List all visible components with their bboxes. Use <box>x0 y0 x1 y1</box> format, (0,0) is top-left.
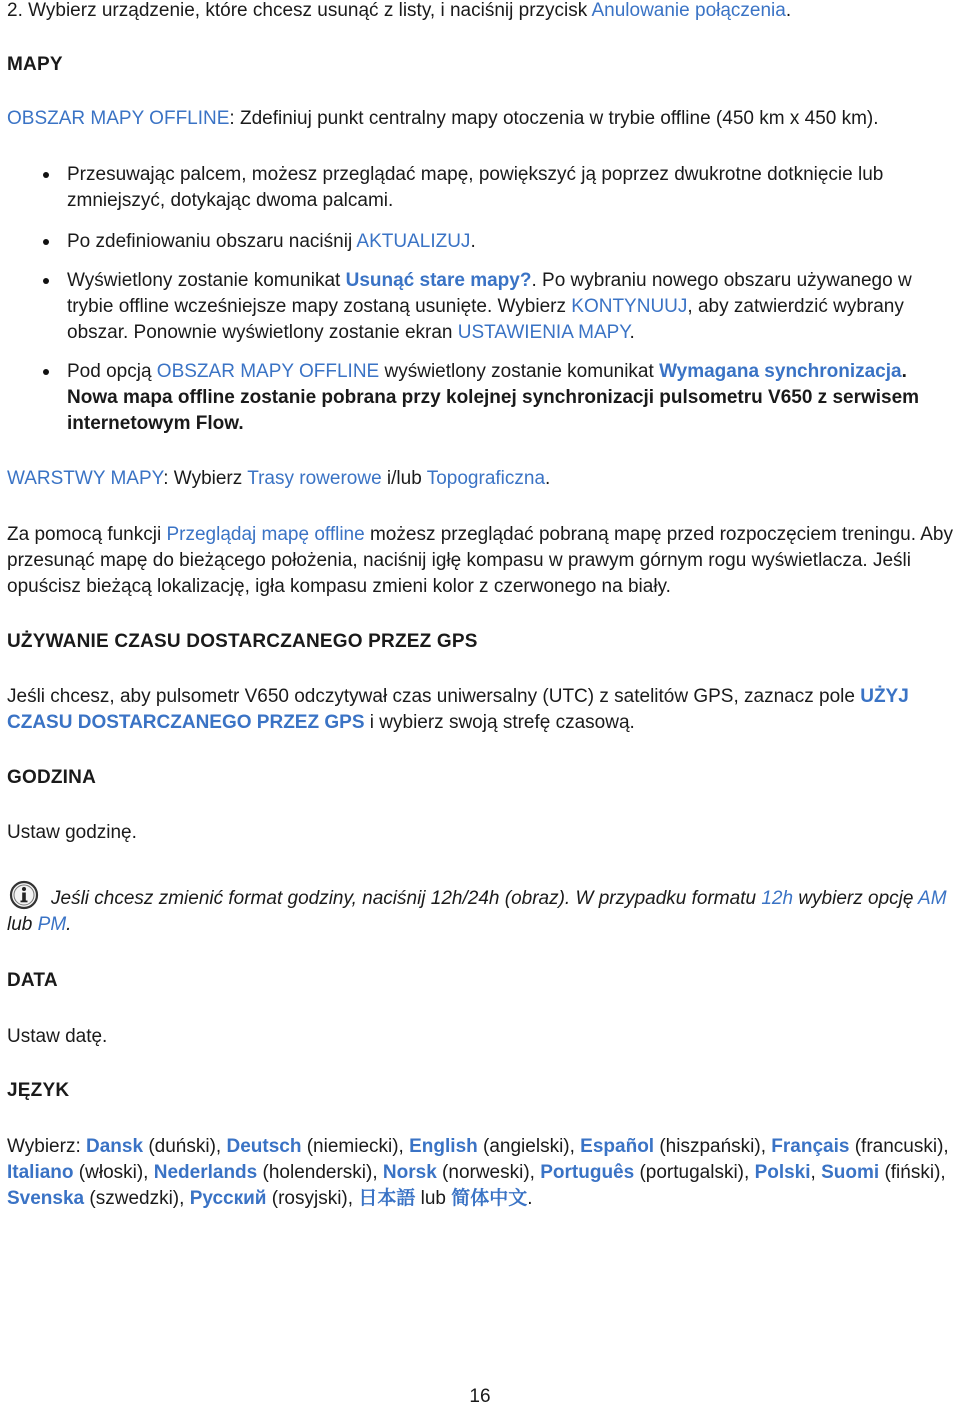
language-option[interactable]: Suomi <box>821 1162 880 1183</box>
page-number: 16 <box>469 1386 491 1407</box>
language-option[interactable]: English <box>409 1136 478 1157</box>
language-option[interactable]: Italiano <box>7 1162 74 1183</box>
map-layers-paragraph: WARSTWY MAPY: Wybierz Trasy rowerowe i/lub Topograficzna. <box>7 468 551 489</box>
language-option[interactable]: Norsk <box>382 1162 437 1183</box>
time-format-note: Jeśli chcesz zmienić format godziny, naciśnij 12h/24h (obraz). W przypadku formatu 12h wybierz opcję AM lub PM. <box>7 880 956 938</box>
language-option[interactable]: Deutsch <box>226 1136 302 1157</box>
date-heading: DATA <box>7 970 58 991</box>
gps-time-paragraph: Jeśli chcesz, aby pulsometr V650 odczytywał czas uniwersalny (UTC) z satelitów GPS, zaznacz pole UŻYJ CZASU DOSTARCZANEGO PRZEZ GPS i wybierz swoją strefę czasową. <box>7 686 909 733</box>
update-option[interactable]: AKTUALIZUJ <box>356 231 471 252</box>
delete-old-maps-message: Usunąć stare mapy? <box>345 270 532 291</box>
list-item: Przesuwając palcem, możesz przeglądać mapę, powiększyć ją poprzez dwukrotne dotknięcie lub zmniejszyć, dotykając dwoma palcami. <box>7 162 956 214</box>
disconnect-link[interactable]: Anulowanie połączenia <box>591 0 786 21</box>
time-heading: GODZINA <box>7 767 97 788</box>
language-option[interactable]: 简体中文 <box>451 1188 528 1209</box>
pm-option[interactable]: PM <box>37 914 67 935</box>
step-2-text: 2. Wybierz urządzenie, które chcesz usunąć z listy, i naciśnij przycisk Anulowanie połączenia. <box>7 0 792 21</box>
bullet-icon <box>43 172 49 178</box>
browse-map-paragraph: Za pomocą funkcji Przeglądaj mapę offline możesz przeglądać pobraną mapę przed rozpoczęciem treningu. Aby przesunąć mapę do bieżącego położenia, naciśnij igłę kompasu w prawym górnym rogu wyświetlacza. Jeśli opuścisz bieżącą lokalizację, igła kompasu zmieni kolor z czerwonego na biały. <box>7 524 953 597</box>
list-item: Pod opcją OBSZAR MAPY OFFLINE wyświetlony zostanie komunikat Wymagana synchronizacja. Nowa mapa offline zostanie pobrana przy kolejnej synchronizacji pulsometru V650 z serwisem internetowym Flow. <box>7 359 956 437</box>
bullet-icon <box>43 239 49 245</box>
language-option[interactable]: Polski <box>754 1162 811 1183</box>
12h-format: 12h <box>761 888 794 909</box>
language-list: Wybierz: Dansk (duński), Deutsch (niemiecki), English (angielski), Español (hiszpański), Français (francuski), Italiano (włoski), Nederlands (holenderski), Norsk (norweski), Português (portugalski), Polski, Suomi (fiński), Svenska (szwedzki), Русский (rosyjski), 日本語 lub 简体中文. <box>7 1136 949 1209</box>
language-option[interactable]: Русский <box>189 1188 267 1209</box>
am-option[interactable]: AM <box>918 888 947 909</box>
list-item: Wyświetlony zostanie komunikat Usunąć stare mapy?. Po wybraniu nowego obszaru używanego w trybie offline wcześniejsze mapy zostaną usunięte. Wybierz KONTYNUUJ, aby zatwierdzić wybrany obszar. Ponownie wyświetlony zostanie ekran USTAWIENIA MAPY. <box>7 268 956 346</box>
bullet-icon <box>43 369 49 375</box>
list-item: Po zdefiniowaniu obszaru naciśnij AKTUALIZUJ. <box>7 229 956 255</box>
info-icon <box>7 880 41 910</box>
language-option[interactable]: Svenska <box>7 1188 85 1209</box>
date-text: Ustaw datę. <box>7 1026 108 1047</box>
gps-time-heading: UŻYWANIE CZASU DOSTARCZANEGO PRZEZ GPS <box>7 631 478 652</box>
language-option[interactable]: 日本語 <box>358 1188 416 1209</box>
offline-area-bullets-2 <box>7 229 956 255</box>
language-option[interactable]: Português <box>540 1162 635 1183</box>
language-option[interactable]: Español <box>580 1136 655 1157</box>
topographic-option[interactable]: Topograficzna <box>426 468 546 489</box>
maps-heading: MAPY <box>7 54 63 75</box>
language-option[interactable]: Dansk <box>86 1136 144 1157</box>
bike-routes-option[interactable]: Trasy rowerowe <box>247 468 382 489</box>
map-layers-label[interactable]: WARSTWY MAPY <box>7 468 164 489</box>
language-heading: JĘZYK <box>7 1080 70 1101</box>
browse-offline-map-link[interactable]: Przeglądaj mapę offline <box>166 524 365 545</box>
offline-area-paragraph: OBSZAR MAPY OFFLINE: Zdefiniuj punkt centralny mapy otoczenia w trybie offline (450 km x 450 km). <box>7 108 879 129</box>
bullet-icon <box>43 278 49 284</box>
offline-area-bullets <box>7 162 956 214</box>
offline-area-bullets-3 <box>7 268 956 346</box>
use-gps-time-option[interactable]: UŻYJ CZASU DOSTARCZANEGO PRZEZ GPS <box>7 686 909 733</box>
time-text: Ustaw godzinę. <box>7 822 137 843</box>
map-settings-screen-link[interactable]: USTAWIENIA MAPY <box>457 322 630 343</box>
sync-required-message: Wymagana synchronizacja <box>659 361 902 382</box>
continue-option[interactable]: KONTYNUUJ <box>571 296 688 317</box>
language-option[interactable]: Français <box>771 1136 850 1157</box>
offline-area-label[interactable]: OBSZAR MAPY OFFLINE <box>7 108 230 129</box>
offline-area-option[interactable]: OBSZAR MAPY OFFLINE <box>156 361 380 382</box>
offline-area-bullets-4 <box>7 359 956 437</box>
language-option[interactable]: Nederlands <box>153 1162 258 1183</box>
